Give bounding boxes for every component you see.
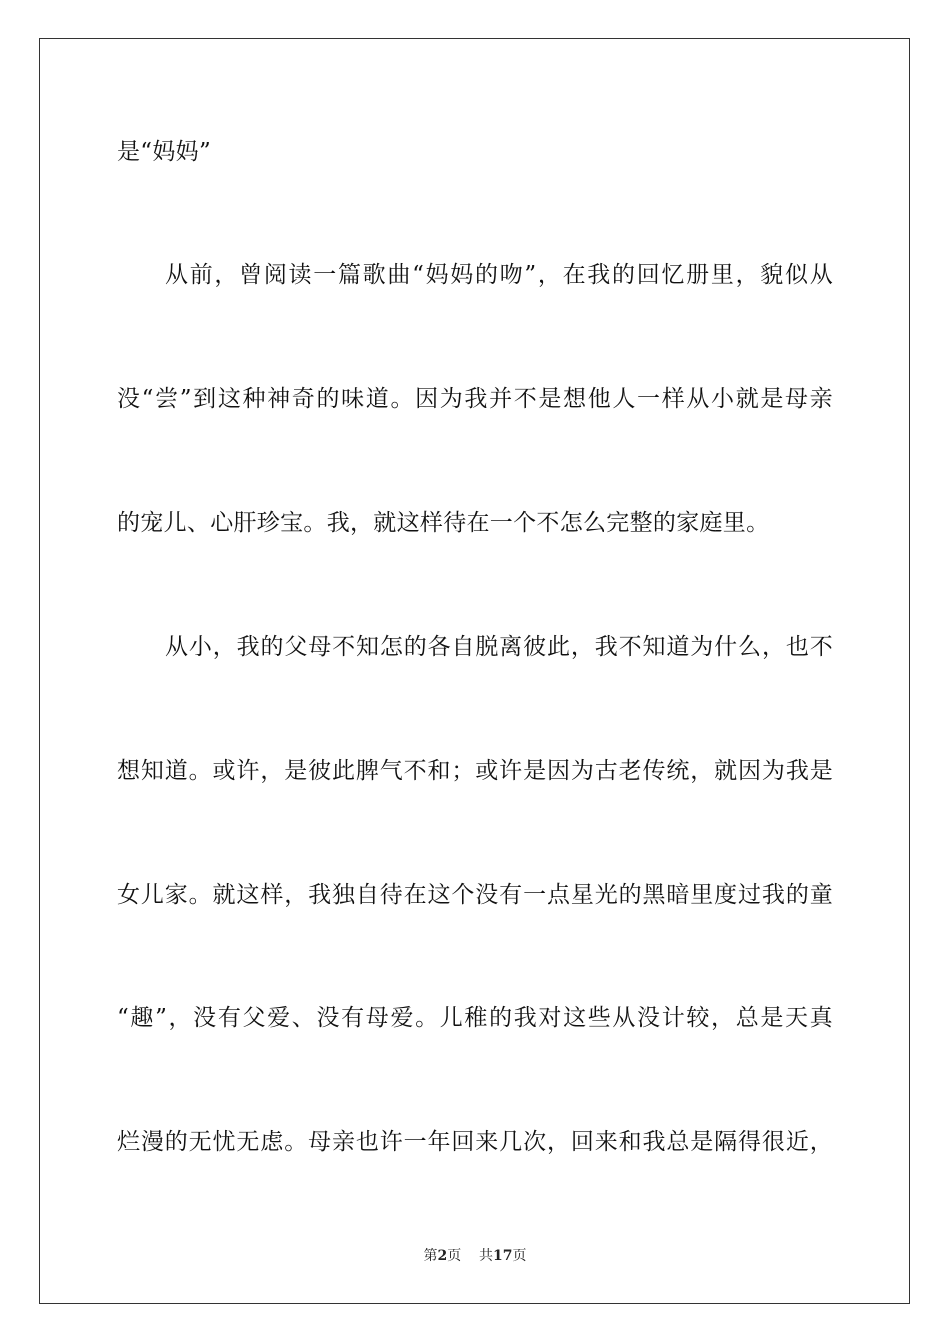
total-prefix: 共 [479,1248,494,1264]
text-line-9: 烂漫的无忧无虑。母亲也许一年回来几次，回来和我总是隔得很近， [117,1129,833,1155]
page-suffix: 页 [447,1248,462,1264]
page-footer [0,1246,950,1266]
text-line-3: 没“尝”到这种神奇的味道。因为我并不是想他人一样从小就是母亲 [117,386,833,412]
page-prefix: 第 [423,1248,438,1264]
text-line-4: 的宠儿、心肝珍宝。我，就这样待在一个不怎么完整的家庭里。 [117,510,770,536]
text-line-5: 从小，我的父母不知怎的各自脱离彼此，我不知道为什么，也不 [165,634,833,660]
text-line-8: “趣”，没有父爱、没有母爱。儿稚的我对这些从没计较，总是天真 [117,1005,833,1031]
text-line-6: 想知道。或许，是彼此脾气不和；或许是因为古老传统，就因为我是 [117,758,833,784]
text-line-1: 是“妈妈” [117,139,212,165]
page-border [39,38,910,1304]
text-line-2: 从前，曾阅读一篇歌曲“妈妈的吻”，在我的回忆册里，貌似从 [165,262,833,288]
text-line-7: 女儿家。就这样，我独自待在这个没有一点星光的黑暗里度过我的童 [117,882,833,908]
total-pages: 17 [493,1248,513,1264]
page-number: 2 [437,1248,448,1264]
total-suffix: 页 [512,1248,527,1264]
